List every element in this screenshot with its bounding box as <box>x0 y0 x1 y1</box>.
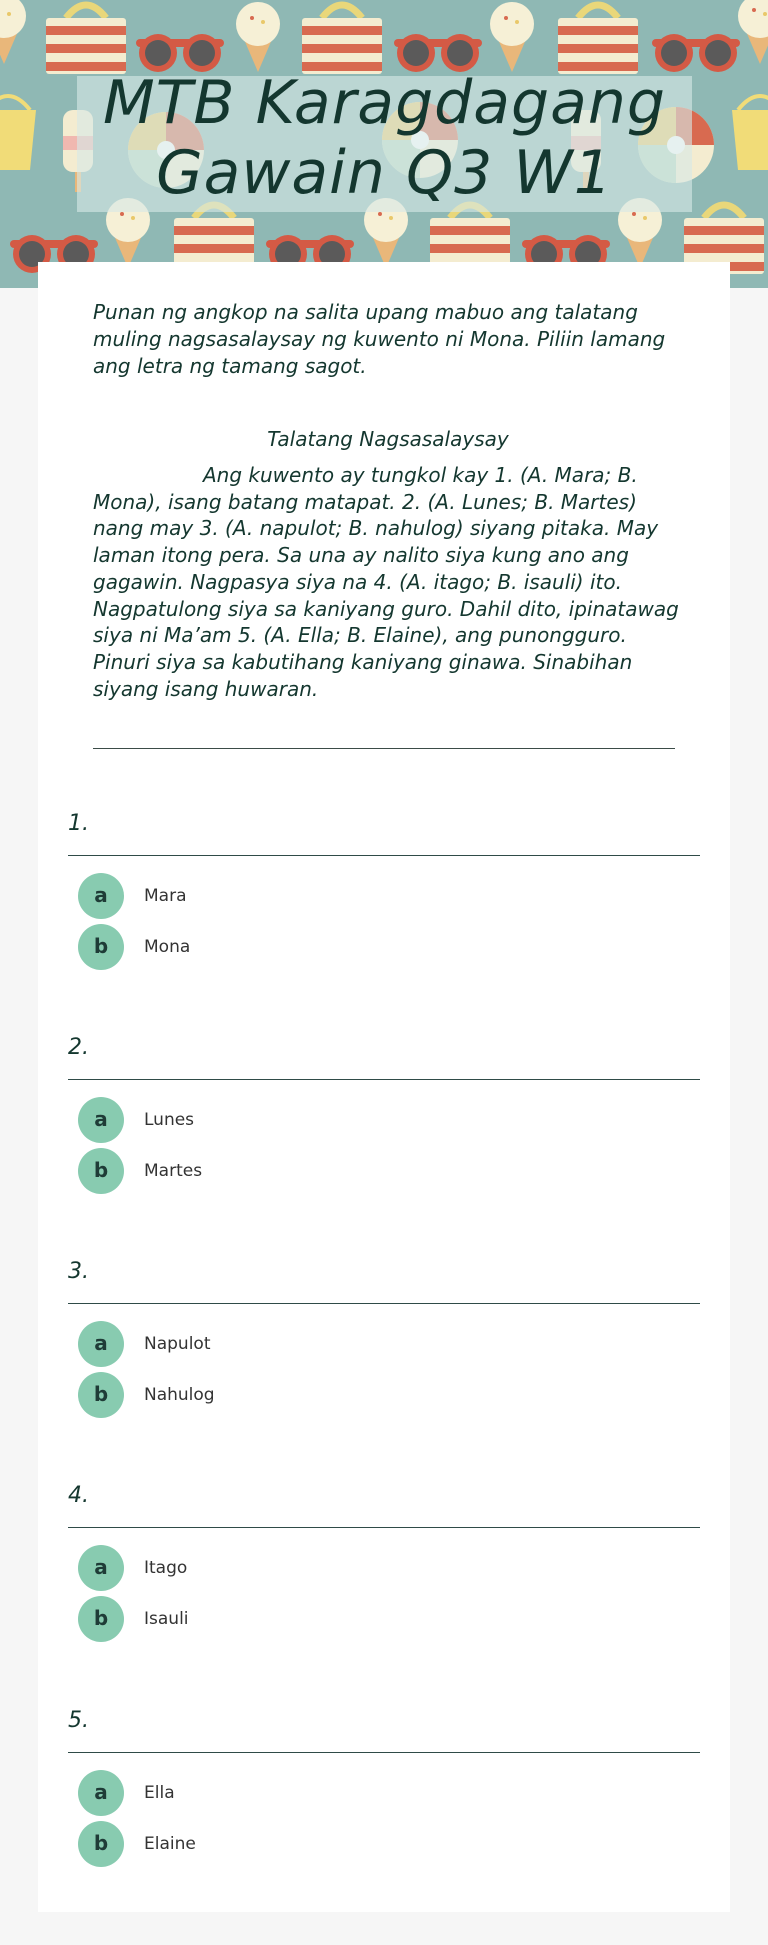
option-label: Mona <box>144 937 191 957</box>
question-divider <box>68 855 700 856</box>
option-letter-badge: b <box>78 1821 124 1867</box>
option-letter-badge: a <box>78 1097 124 1143</box>
option-b[interactable] <box>78 1372 478 1418</box>
question-divider <box>68 1752 700 1753</box>
option-letter-badge: b <box>78 1372 124 1418</box>
option-b[interactable] <box>78 1821 478 1867</box>
title-line-2: Gawain Q3 W1 <box>156 138 613 208</box>
question-number: 4. <box>68 1483 89 1508</box>
option-label: Itago <box>144 1558 188 1578</box>
question-number: 2. <box>68 1035 89 1060</box>
option-letter-badge: a <box>78 1321 124 1367</box>
option-label: Napulot <box>144 1334 211 1354</box>
option-label: Elaine <box>144 1834 196 1854</box>
option-a[interactable] <box>78 1545 478 1591</box>
instructions-text: Punan ng angkop na salita upang mabuo ang talatang muling nagsasalaysay ng kuwento ni Mona. Piliin lamang ang letra ng tamang sagot. <box>93 300 666 378</box>
question-divider <box>68 1303 700 1304</box>
option-label: Ella <box>144 1783 175 1803</box>
option-a[interactable] <box>78 1321 478 1367</box>
question-divider <box>68 1527 700 1528</box>
question-number: 3. <box>68 1259 89 1284</box>
option-label: Lunes <box>144 1110 195 1130</box>
option-letter-badge: b <box>78 1148 124 1194</box>
question-divider <box>68 1079 700 1080</box>
option-label: Isauli <box>144 1609 189 1629</box>
option-a[interactable] <box>78 1097 478 1143</box>
section-divider <box>93 748 675 749</box>
option-b[interactable] <box>78 1148 478 1194</box>
option-b[interactable] <box>78 1596 478 1642</box>
title-line-1: MTB Karagdagang <box>103 68 666 138</box>
option-label: Mara <box>144 886 187 906</box>
option-label: Martes <box>144 1161 203 1181</box>
story-paragraph: Ang kuwento ay tungkol kay 1. (A. Mara; B. Mona), isang batang matapat. 2. (A. Lunes; B. Martes) nang may 3. (A. napulot; B. nahulog) siyang pitaka. May laman itong pera. Sa una ay nalito siya kung ano ang gagawin. Nagpasya siya na 4. (A. itago; B. isauli) ito. Nagpatulong siya sa kaniyang guro. Dahil dito, ipinatawag siya ni Ma’am 5. (A. Ella; B. Elaine), ang punongguro. Pinuri siya sa kabutihang kaniyang ginawa. Sinabihan siyang isang huwaran. <box>93 463 679 701</box>
option-letter-badge: b <box>78 1596 124 1642</box>
page-title <box>77 68 692 208</box>
option-letter-badge: a <box>78 1545 124 1591</box>
option-a[interactable] <box>78 873 478 919</box>
option-letter-badge: b <box>78 924 124 970</box>
option-letter-badge: a <box>78 1770 124 1816</box>
story-title: Talatang Nagsasalaysay <box>267 427 509 451</box>
option-a[interactable] <box>78 1770 478 1816</box>
question-number: 5. <box>68 1708 89 1733</box>
question-number: 1. <box>68 811 89 836</box>
option-b[interactable] <box>78 924 478 970</box>
option-letter-badge: a <box>78 873 124 919</box>
option-label: Nahulog <box>144 1385 215 1405</box>
